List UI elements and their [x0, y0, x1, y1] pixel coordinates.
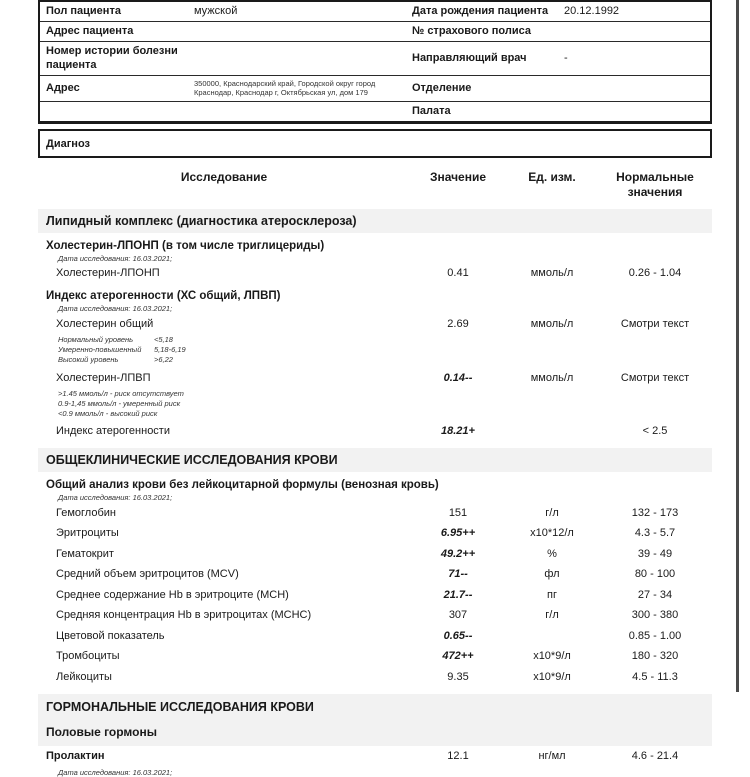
column-header-unit: Ед. изм. [528, 169, 576, 184]
patient-field-label: Номер истории болезни пациента [46, 45, 178, 71]
section-header-group [38, 694, 712, 746]
subsection-header: Половые гормоны [46, 724, 157, 739]
diagnosis-box [38, 129, 712, 158]
result-row [38, 502, 712, 523]
result-name: Холестерин-ЛПВП [56, 371, 151, 384]
note-line: 0.9-1,45 ммоль/л - умеренный риск [58, 398, 181, 408]
result-unit: пг [547, 588, 557, 601]
note-label: Нормальный уровень [58, 334, 134, 344]
patient-field-value [558, 22, 714, 41]
result-normal-range: 80 - 100 [634, 568, 676, 581]
result-row [38, 543, 712, 564]
result-name: Индекс атерогенности [56, 425, 170, 438]
results-table-header [38, 166, 712, 202]
result-value: 2.69 [447, 317, 469, 330]
patient-field-label: Дата рождения пациента [412, 5, 549, 17]
result-row [38, 523, 712, 544]
note-line [58, 335, 712, 345]
result-row [38, 605, 712, 626]
test-group-header: Общий анализ крови без лейкоцитарной формулы (венозная кровь) [46, 479, 439, 492]
result-value: 0.14-- [443, 371, 473, 384]
result-value: 21.7-- [443, 588, 473, 601]
section-header: ОБЩЕКЛИНИЧЕСКИЕ ИССЛЕДОВАНИЯ КРОВИ [38, 448, 712, 472]
result-unit [506, 630, 598, 642]
reference-notes [58, 335, 712, 365]
result-value: 9.35 [447, 670, 469, 683]
result-row [38, 584, 712, 605]
page-edge-line [736, 0, 739, 692]
patient-field-value: - [564, 51, 568, 64]
patient-info-table [38, 0, 712, 124]
note-line [58, 355, 712, 365]
patient-field-label: Адрес [46, 81, 80, 94]
patient-field-label: Адрес пациента [46, 25, 134, 38]
note-line [58, 345, 712, 355]
result-unit: x10*9/л [533, 650, 571, 663]
result-unit: г/л [545, 506, 559, 519]
result-value: 307 [448, 609, 468, 622]
patient-row [40, 21, 710, 41]
note-value: <5,18 [154, 334, 173, 344]
result-normal-range: 4.6 - 21.4 [631, 750, 679, 763]
result-normal-range: 0.26 - 1.04 [628, 267, 682, 280]
result-value: 472++ [442, 650, 474, 663]
patient-field-value: мужской [194, 5, 238, 17]
reference-notes [58, 389, 712, 419]
study-date: Дата исследования: 16.03.2021; [58, 768, 173, 777]
result-unit: % [547, 547, 557, 560]
patient-row [40, 2, 710, 21]
result-value: 49.2++ [440, 547, 476, 560]
result-normal-range: Смотри текст [620, 317, 690, 330]
result-normal-range: Смотри текст [620, 371, 690, 384]
patient-row [40, 75, 710, 101]
result-normal-range: 0.85 - 1.00 [628, 629, 682, 642]
patient-field-value [188, 22, 406, 41]
result-value: 0.65-- [443, 629, 473, 642]
result-normal-range: 4.5 - 11.3 [632, 670, 678, 683]
result-row [38, 313, 712, 334]
result-name: Среднее содержание Hb в эритроците (MCH) [56, 588, 289, 601]
column-header-research: Исследование [180, 169, 268, 184]
result-name: Гематокрит [56, 547, 114, 560]
study-date: Дата исследования: 16.03.2021; [58, 493, 173, 503]
note-line: >1.45 ммоль/л - риск отсутствует [58, 388, 184, 398]
section-header: Липидный комплекс (диагностика атеросклероза) [38, 209, 712, 233]
patient-field-label: Пол пациента [46, 5, 121, 17]
diagnosis-label: Диагноз [46, 137, 90, 150]
result-row [38, 564, 712, 585]
result-name: Эритроциты [56, 527, 119, 540]
result-row [38, 625, 712, 646]
result-name: Лейкоциты [56, 670, 112, 683]
result-name: Средняя концентрация Hb в эритроцитах (MCHC) [56, 609, 312, 622]
result-row [38, 421, 712, 442]
result-row [38, 367, 712, 388]
study-date: Дата исследования: 16.03.2021; [58, 253, 173, 263]
result-normal-range: 4.3 - 5.7 [634, 527, 676, 540]
result-name: Тромбоциты [56, 650, 120, 663]
result-name: Цветовой показатель [56, 629, 165, 642]
result-name: Средний объем эритроцитов (MCV) [56, 568, 239, 581]
patient-field-value: 20.12.1992 [564, 5, 620, 17]
result-unit: x10*9/л [533, 670, 571, 683]
note-value: >6,22 [154, 354, 173, 364]
result-value: 6.95++ [440, 527, 476, 540]
patient-row [40, 101, 710, 121]
result-normal-range: 27 - 34 [637, 588, 673, 601]
result-row [38, 646, 712, 667]
patient-row [40, 41, 710, 74]
patient-field-value [188, 102, 406, 121]
result-unit: ммоль/л [530, 317, 574, 330]
result-unit: ммоль/л [530, 267, 574, 280]
result-value: 18.21+ [441, 425, 475, 438]
test-group-header: Индекс атерогенности (ХС общий, ЛПВП) [46, 290, 281, 303]
section-header: ГОРМОНАЛЬНЫЕ ИССЛЕДОВАНИЯ КРОВИ [46, 699, 314, 714]
result-unit: фл [544, 568, 560, 581]
patient-field-label [40, 102, 188, 121]
result-unit: г/л [545, 609, 559, 622]
result-normal-range: < 2.5 [642, 425, 668, 438]
note-line: <0.9 ммоль/л - высокий риск [58, 408, 158, 418]
test-group-header: Холестерин-ЛПОНП (в том числе триглицериды) [46, 239, 325, 252]
result-name: Холестерин-ЛПОНП [56, 267, 160, 280]
result-unit: x10*12/л [530, 527, 574, 540]
note-label: Умеренно-повышенный [58, 344, 142, 354]
result-normal-range: 39 - 49 [637, 547, 673, 560]
result-unit: ммоль/л [530, 371, 574, 384]
patient-field-label: Палата [412, 104, 451, 117]
result-value: 0.41 [447, 267, 469, 280]
patient-field-value [188, 42, 406, 74]
column-header-normal: Нормальные значения [616, 169, 694, 199]
result-row [38, 666, 712, 687]
patient-field-value [558, 102, 714, 121]
result-value: 71-- [448, 568, 468, 581]
patient-field-label: Отделение [412, 81, 472, 94]
result-row [38, 746, 712, 767]
result-normal-range: 180 - 320 [631, 650, 679, 663]
result-unit [506, 425, 598, 437]
result-name: Пролактин [46, 750, 105, 763]
note-value: 5,18-6,19 [154, 344, 186, 354]
patient-field-label: Направляющий врач [412, 51, 527, 64]
patient-field-value: 350000, Краснодарский край, Городской округ город Краснодар, Краснодар г, Октябрьская ул, дом 179 [194, 78, 376, 98]
result-unit: нг/мл [538, 750, 566, 763]
patient-field-value [558, 76, 714, 101]
result-normal-range: 132 - 173 [631, 506, 679, 519]
study-date: Дата исследования: 16.03.2021; [58, 304, 173, 314]
result-name: Холестерин общий [56, 317, 154, 330]
result-value: 151 [448, 506, 468, 519]
patient-field-label: № страхового полиса [412, 25, 531, 38]
result-normal-range: 300 - 380 [631, 609, 679, 622]
result-name: Гемоглобин [56, 506, 116, 519]
result-value: 12.1 [447, 750, 469, 763]
result-row [38, 263, 712, 284]
lab-report-document [38, 0, 712, 777]
column-header-value: Значение [429, 169, 487, 184]
note-label: Высокий уровень [58, 354, 119, 364]
